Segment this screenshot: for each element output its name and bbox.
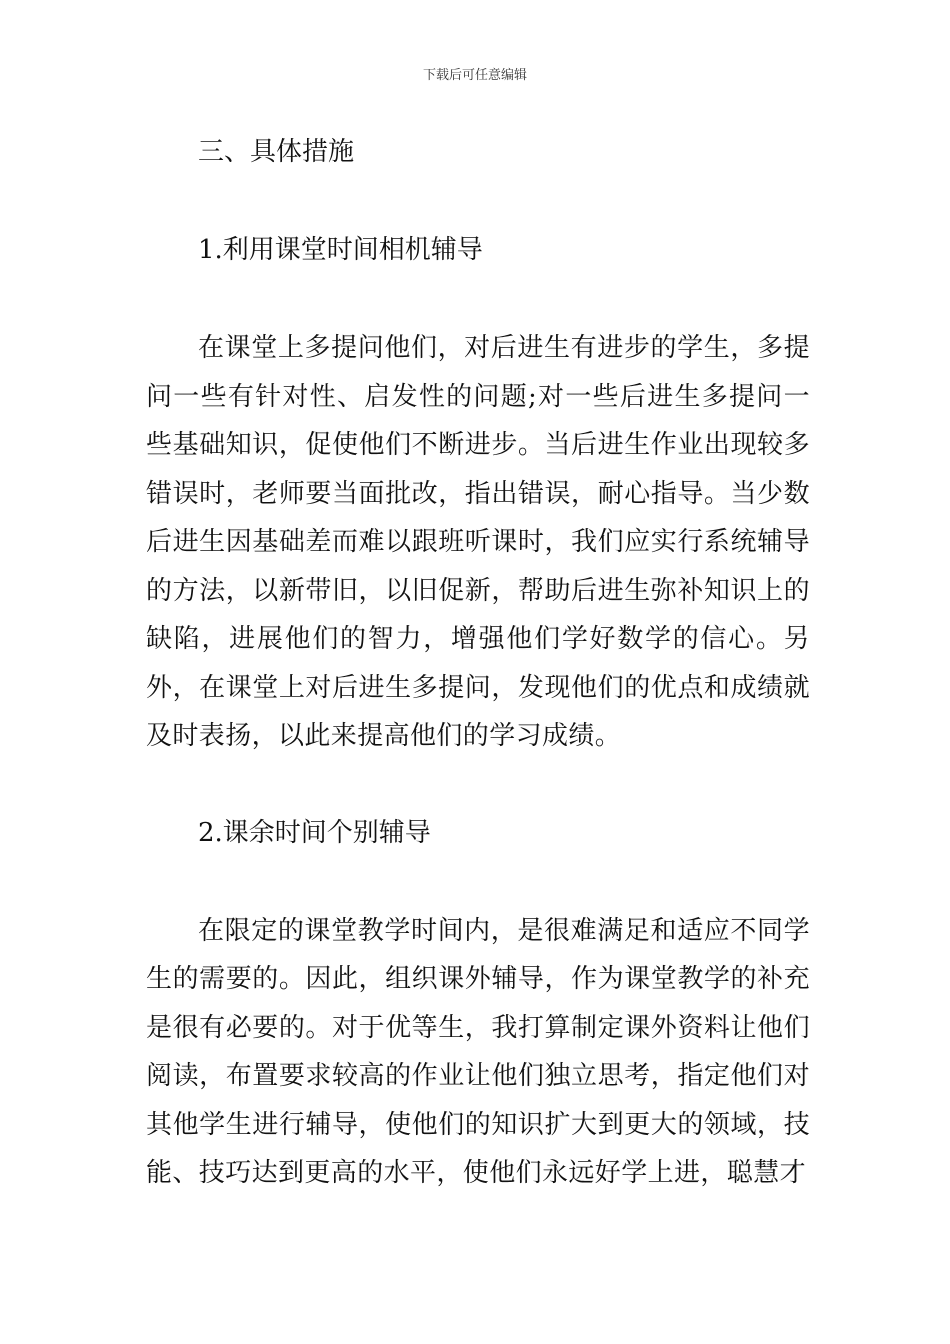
paragraph-1: 在课堂上多提问他们，对后进生有进步的学生，多提问一些有针对性、启发性的问题;对一些后进生多提问一些基础知识，促使他们不断进步。当后进生作业出现较多错误时，老师要当面批改，指出错误，耐心指导。当少数后进生因基础差而难以跟班听课时，我们应实行系统辅导的方法，以新带旧，以旧促新，帮助后进生弥补知识上的缺陷，进展他们的智力，增强他们学好数学的信心。另外，在课堂上对后进生多提问，发现他们的优点和成绩就及时表扬，以此来提高他们的学习成绩。 (146, 333, 810, 751)
subsection-title-2: 2.课余时间个别辅导 (198, 817, 431, 848)
page-header: 下载后可任意编辑 (422, 68, 527, 83)
paragraph-2: 在限定的课堂教学时间内，是很难满足和适应不同学生的需要的。因此，组织课外辅导，作为课堂教学的补充是很有必要的。对于优等生，我打算制定课外资料让他们阅读，布置要求较高的作业让他们独立思考，指定他们对其他学生进行辅导，使他们的知识扩大到更大的领域，技能、技巧达到更高的水平，使他们永远好学上进，聪慧才 (146, 915, 810, 1188)
subsection-title-1: 1.利用课堂时间相机辅导 (198, 235, 483, 265)
section-title: 三、具体措施 (198, 137, 355, 167)
document-body (146, 128, 810, 1198)
